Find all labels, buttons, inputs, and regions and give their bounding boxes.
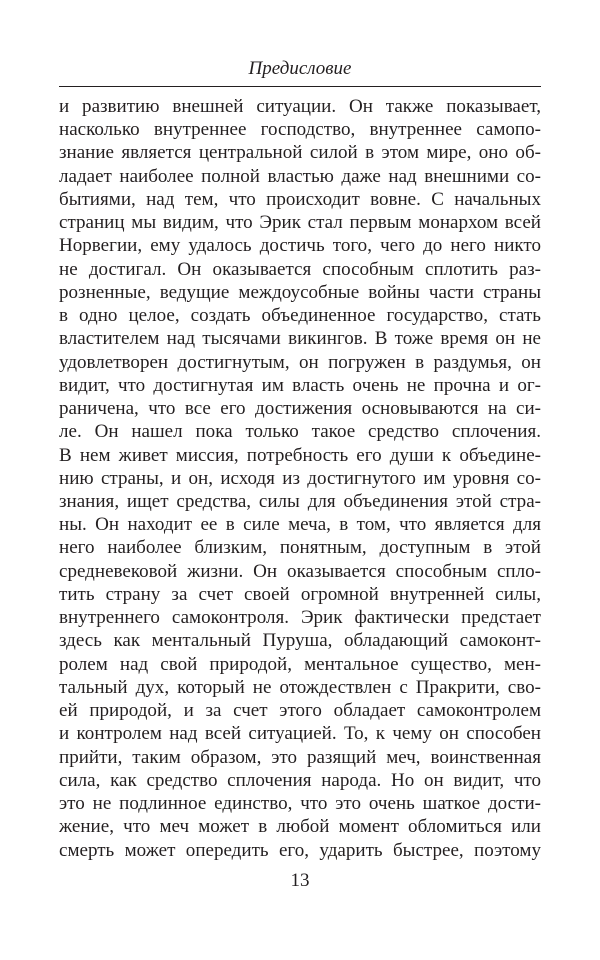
text-line: и контролем над всей ситуацией. То, к чему он способен [59,723,541,745]
text-line: знания, ищет средства, силы для объединения этой стра- [59,490,541,512]
text-line: ны. Он находит ее в силе меча, в том, что является для [59,514,541,536]
page-number: 13 [290,870,310,891]
text-line: удовлетворен достигнутым, он погружен в раздумья, он [59,351,541,373]
text-line: сила, как средство сплочения народа. Но он видит, что [59,769,541,791]
text-line: бытиями, над тем, что происходит вовне. С начальных [59,188,541,210]
text-line: здесь как ментальный Пуруша, обладающий самоконт- [59,630,541,652]
text-line: ладает наиболее полной властью даже над внешними со- [59,165,541,187]
text-line: внутреннего самоконтроля. Эрик фактически предстает [59,607,541,629]
text-line: нию страны, и он, исходя из достигнутого им уровня со- [59,467,541,489]
text-line: розненные, ведущие междоусобные войны части страны [59,281,541,303]
text-line: В нем живет миссия, потребность его души к объедине- [59,444,541,466]
text-line: него наиболее близким, понятным, доступным в этой [59,537,541,559]
text-line: не достигал. Он оказывается способным сплотить раз- [59,258,541,280]
text-line: тальный дух, который не отождествлен с Пракрити, сво- [59,676,541,698]
text-line: в одно целое, создать объединенное государство, стать [59,305,541,327]
text-line: властителем над тысячами викингов. В тоже время он не [59,328,541,350]
text-line: Норвегии, ему удалось достичь того, чего до него никто [59,235,541,257]
text-line: ролем над свой природой, ментальное существо, мен- [59,653,541,675]
text-line: и развитию внешней ситуации. Он также показывает, [59,96,541,117]
text-line: знание является центральной силой в этом мире, оно об- [59,142,541,164]
running-header: Предисловие [248,58,352,79]
text-line: раничена, что все его достижения основываются на си- [59,398,541,420]
header-rule [59,86,541,87]
text-line: насколько внутреннее господство, внутреннее самопо- [59,119,541,141]
text-line: жение, что меч может в любой момент обломиться или [59,816,541,838]
text-line: прийти, таким образом, это разящий меч, воинственная [59,746,541,768]
text-line: страниц мы видим, что Эрик стал первым монархом всей [59,212,541,234]
text-line: видит, что достигнутая им власть очень не прочна и ог- [59,374,541,396]
text-line: это не подлинное единство, что это очень шаткое дости- [59,793,541,815]
text-line: тить страну за счет своей огромной внутренней силы, [59,583,541,605]
body-text [59,95,541,862]
text-line: ей природой, и за счет этого обладает самоконтролем [59,700,541,722]
text-line: смерть может опередить его, ударить быстрее, поэтому [59,839,541,861]
text-line: средневековой жизни. Он оказывается способным спло- [59,560,541,582]
text-line: ле. Он нашел пока только такое средство сплочения. [59,421,541,443]
